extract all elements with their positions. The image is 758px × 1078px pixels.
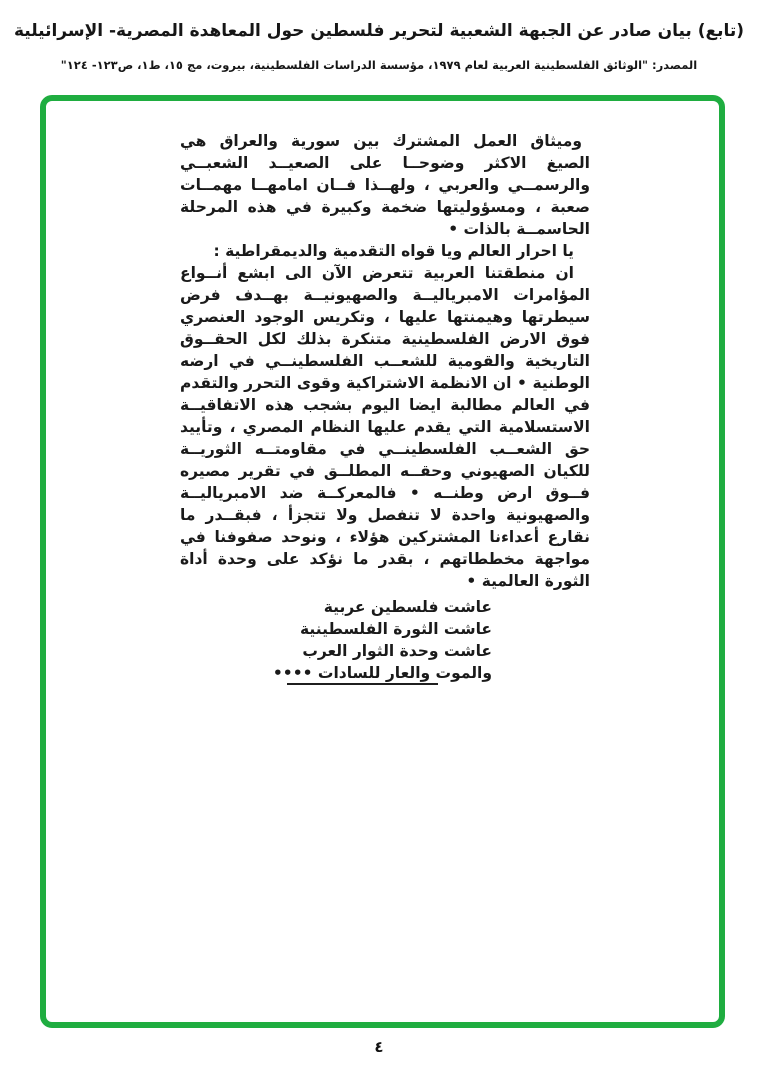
slogan-line: والموت والعار للسادات •••• xyxy=(272,664,492,682)
source-citation-line: المصدر: "الوثائق الفلسطينية العربية لعام ١٩٧٩، مؤسسة الدراسات الفلسطينية، بيروت، مج ١٥، ط١، ص١٢٣- ١٢٤" xyxy=(60,58,698,72)
paragraph-main-statement: ان منطقتنا العربية تتعرض الآن الى ابشع أنــواع المؤامرات الامبرياليــة والصهيونيــة بهــدف فرض سيطرتها وهيمنتها عليها ، وتكريس الوجود العنصري فوق الارض الفلسطينية متنكرة بذلك لكل الحقــوق التاريخية والقومية للشعــب الفلسطينــي في ارضه الوطنية • ان الانظمة الاشتراكية وقوى التحرر والتقدم في العالم مطالبة ايضا اليوم بشجب هذه الاتفاقيــة الاستسلامية التي يقدم عليها النظام المصري ، وتأييد حق الشعــب الفلسطينــي في مقاومتــه الثوريــة للكيان الصهيوني وحقــه المطلــق في تقرير مصيره فــوق ارض وطنــه • فالمعركــة ضد الامبرياليــة والصهيونية واحدة لا تنفصل ولا تتجزأ ، فبقــدر ما نقارع أعداءنا المشتركين هؤلاء ، ونوحد صفوفنا في مواجهة مخططاتهم ، بقدر ما نؤكد على وحدة أداة الثورة العالمية • xyxy=(180,264,590,590)
slogan-line: عاشت وحدة الثوار العرب xyxy=(302,642,492,660)
paragraph-joint-action-charter: وميثاق العمل المشترك بين سورية والعراق هي الصيغ الاكثر وضوحــا على الصعيــد الشعبــي والرسمــي والعربي ، ولهــذا فــان امامهــا مهمــات صعبة ، ومسؤوليتها ضخمة وكبيرة في هذه المرحلة الحاسمــة بالذات • xyxy=(180,132,590,238)
slogans-block xyxy=(180,596,590,684)
page-number: ٤ xyxy=(374,1038,384,1056)
paragraph-address-line: يا احرار العالم ويا قواه التقدمية والديمقراطية : xyxy=(213,242,574,260)
page-header-title: (تابع) بيان صادر عن الجبهة الشعبية لتحرير فلسطين حول المعاهدة المصرية- الإسرائيلية xyxy=(13,21,745,41)
slogan-line: عاشت فلسطين عربية xyxy=(323,598,492,616)
slogan-line: عاشت الثورة الفلسطينية xyxy=(300,620,492,638)
footnote-divider-line xyxy=(287,683,438,685)
body-text-block xyxy=(180,130,590,684)
